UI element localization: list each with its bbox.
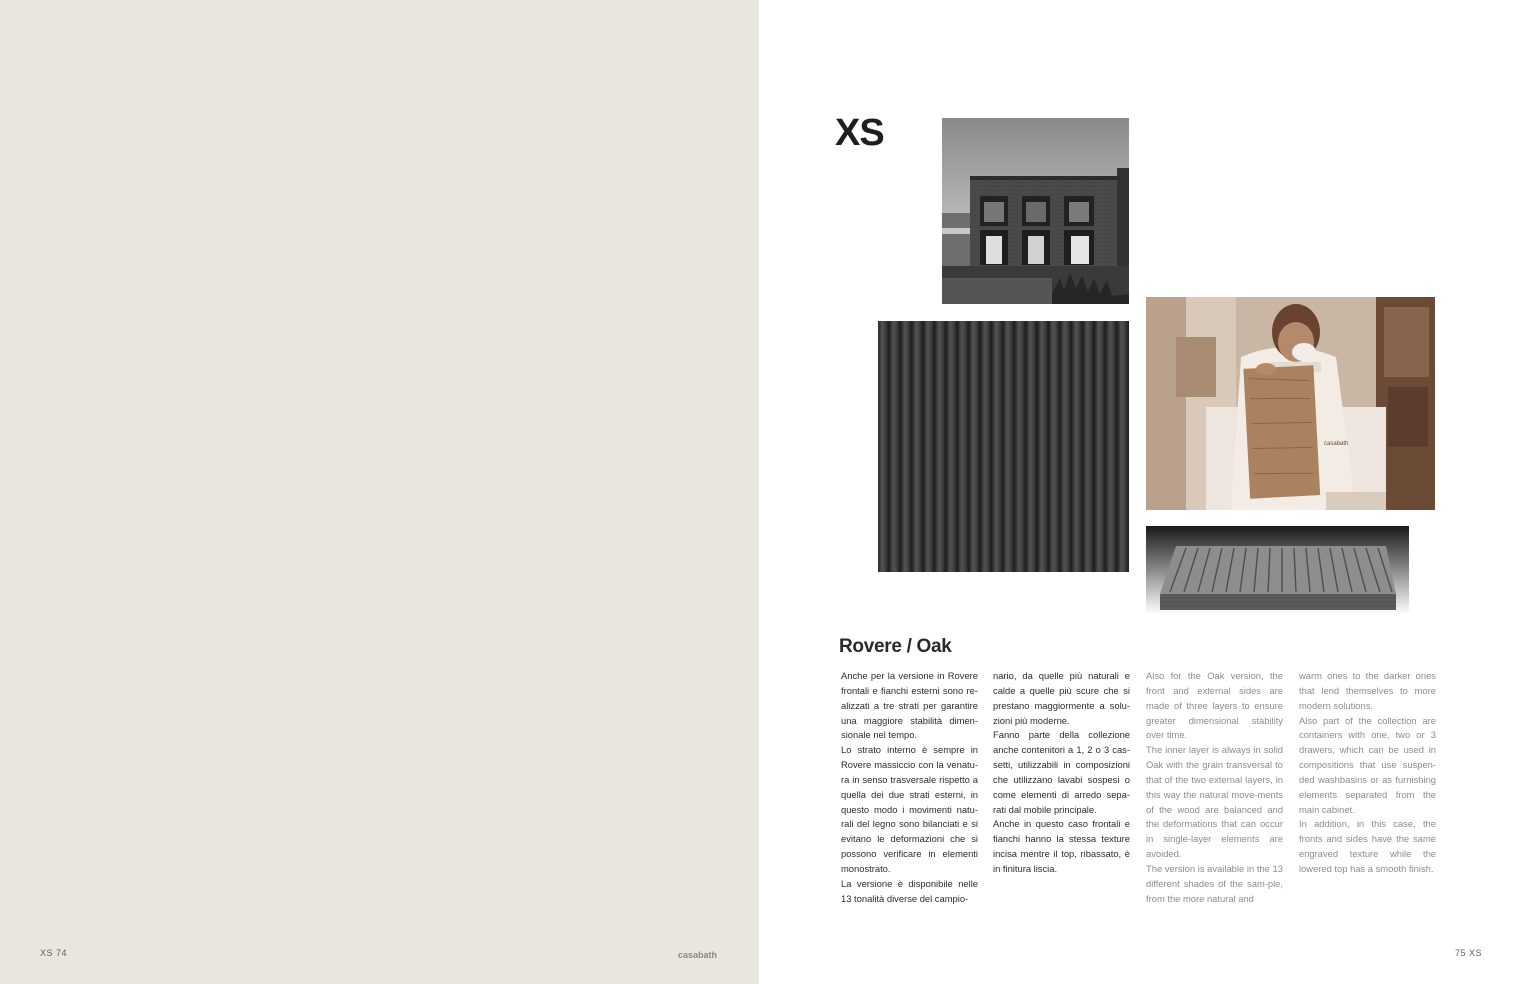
paragraph: warm ones to the darker ones that lend themselves to more modern solutions. [1299, 670, 1436, 711]
paragraph: The version is available in the 13 different shades of the sam-ple, from the more natural and [1146, 862, 1283, 904]
english-text-column-2 [1299, 669, 1436, 877]
section-title: Rovere / Oak [839, 636, 952, 657]
page-number-right: 75 XS [1455, 948, 1483, 958]
paragraph: nario, da quelle più naturali e calde a quelle più scure che si prestano maggiormente a solu-zioni più moderne. [993, 670, 1130, 726]
paragraph: Anche in questo caso frontali e fianchi hanno la stessa texture incisa mentre il top, ribassato, è in finitura liscia. [993, 818, 1130, 874]
worker-holding-oak-panel-photo [1146, 297, 1435, 510]
paragraph: Lo strato interno è sempre in Rovere massiccio con la venatu-ra in senso trasversale rispetto a quella dei due strati esterni, in questo modo i movimenti natu-rali del legno sono bilanciati e si evitano le deformazioni che si possono verificare in elementi monostrato. [841, 744, 978, 874]
paragraph: Anche per la versione in Rovere frontali e fianchi esterni sono re-alizzati a tre strati per garantire una maggiore stabilità dimen-sionale nel tempo. [841, 670, 978, 741]
page-number-left: XS 74 [40, 948, 68, 958]
ribbed-oak-panel-photo [878, 321, 1129, 572]
paragraph: Fanno parte della collezione anche contenitori a 1, 2 o 3 cas-setti, utilizzabili in composizioni che utilizzano lavabi sospesi o come elementi di arredo sepa-rati dal mobile principale. [993, 729, 1130, 815]
italian-text-column-1 [841, 669, 978, 907]
engraved-board-photo [1146, 526, 1409, 614]
apron-label: casabath [1324, 441, 1349, 447]
collection-title: XS [835, 112, 884, 154]
paragraph: In addition, in this case, the fronts and sides have the same engraved texture while the lowered top has a smooth finish. [1299, 818, 1436, 874]
brand-logo: casabath [678, 950, 718, 960]
paragraph: Also part of the collection are containers with one, two or 3 drawers, which can be used in compositions that use suspen-ded washbasins or as furnishing elements separated from the main cabinet. [1299, 714, 1436, 815]
english-text-column-1 [1146, 669, 1283, 907]
italian-text-column-2 [993, 669, 1130, 877]
paragraph: La versione è disponibile nelle 13 tonalità diverse del campio- [841, 877, 978, 904]
paragraph: Also for the Oak version, the front and external sides are made of three layers to ensure greater dimensional stability over time. [1146, 670, 1283, 741]
building-photo [942, 118, 1129, 304]
paragraph: The inner layer is always in solid Oak with the grain transversal to that of the two external layers, in this way the natural move-ments of the wood are balanced and the deformations that can occur in single-layer elements are avoided. [1146, 744, 1283, 860]
